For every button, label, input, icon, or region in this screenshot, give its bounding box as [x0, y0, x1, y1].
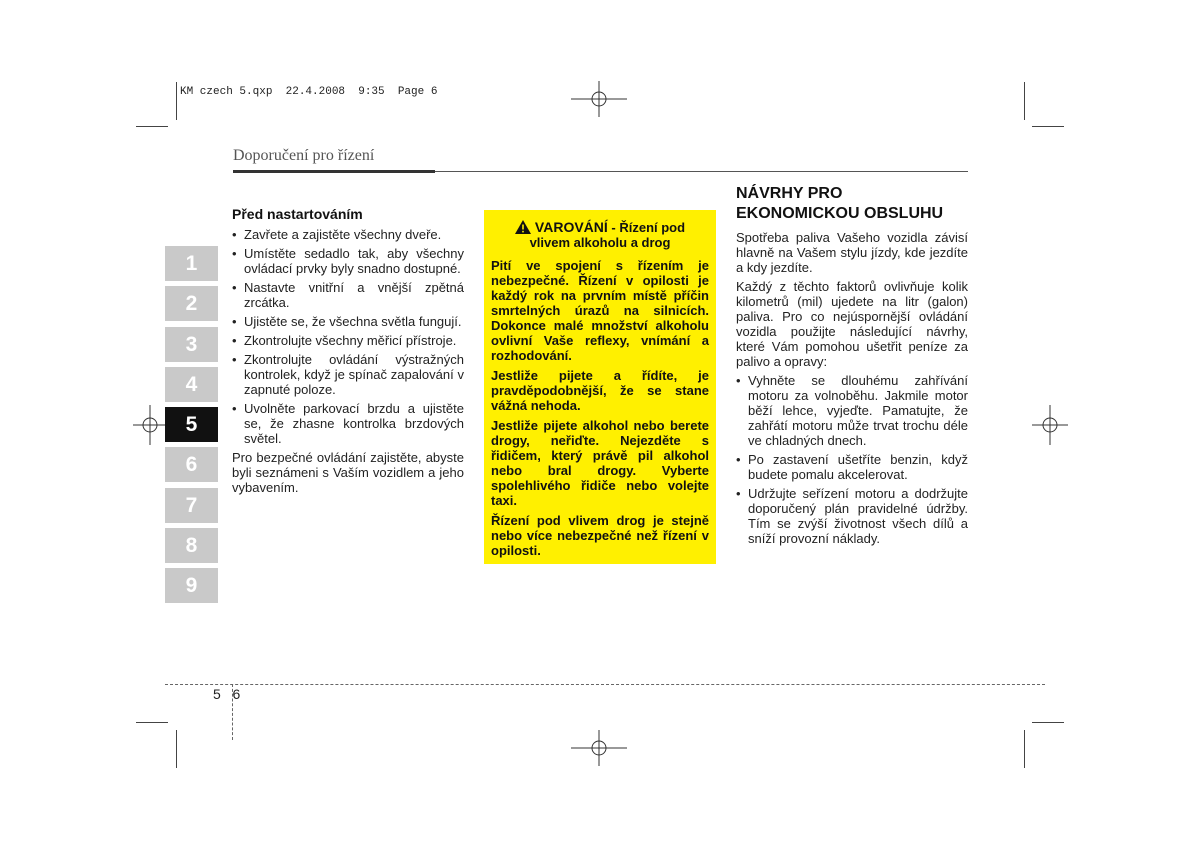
- registration-mark-icon: [571, 730, 627, 766]
- list-item: • Zavřete a zajistěte všechny dveře.: [232, 227, 464, 242]
- footer-rule: [165, 684, 1045, 685]
- checklist: [232, 227, 464, 446]
- print-slug: KM czech 5.qxp 22.4.2008 9:35 Page 6: [180, 86, 438, 98]
- chapter-tab-1[interactable]: 1: [165, 246, 218, 281]
- closing-paragraph: Pro bezpečné ovládání zajistěte, abyste byli seznámeni s Vaším vozidlem a jeho vybavením.: [232, 450, 464, 495]
- chapter-tab-7[interactable]: 7: [165, 488, 218, 523]
- section-title: Doporučení pro řízení: [233, 147, 375, 164]
- warning-paragraph: Řízení pod vlivem drog je stejně nebo více nebezpečné než řízení v opilosti.: [491, 513, 709, 558]
- warning-paragraph: Jestliže pijete a řídíte, je pravděpodobnější, že se stane vážná nehoda.: [491, 368, 709, 413]
- header-rule: [435, 171, 968, 172]
- column-heading: Před nastartováním: [232, 206, 363, 222]
- warning-paragraph: Jestliže pijete alkohol nebo berete drogy, neřiďte. Nejezděte s řidičem, který právě pil alkohol nebo bral drogy. Vyberte spolehlivého řidiče nebo volejte taxi.: [491, 418, 709, 508]
- chapter-tab-4[interactable]: 4: [165, 367, 218, 402]
- warning-paragraph: Pití ve spojení s řízením je nebezpečné. Řízení v opilosti je každý rok na prvním místě příčin smrtelných úrazů na silnicích. Dokonce malé množství alkoholu ovlivní Vaše reflexy, vnímání a rozhodování.: [491, 258, 709, 363]
- section-heading: [736, 184, 968, 224]
- list-item: • Ujistěte se, že všechna světla fungují.: [232, 314, 464, 329]
- list-item: • Umístěte sedadlo tak, aby všechny ovládací prvky byly snadno dostupné.: [232, 246, 464, 276]
- page-index: 6: [232, 686, 241, 702]
- right-column: [736, 184, 968, 550]
- registration-mark-icon: [133, 405, 169, 445]
- list-item: • Zkontrolujte všechny měřicí přístroje.: [232, 333, 464, 348]
- chapter-tab-9[interactable]: 9: [165, 568, 218, 603]
- heading-line: EKONOMICKOU OBSLUHU: [736, 205, 944, 222]
- crop-mark: [176, 730, 177, 768]
- list-item: • Zkontrolujte ovládání výstražných kontrolek, když je spínač zapalování v zapnuté poloze.: [232, 352, 464, 397]
- chapter-tab-5-active[interactable]: 5: [165, 407, 218, 442]
- list-item: • Vyhněte se dlouhému zahřívání motoru za volnoběhu. Jakmile motor běží lehce, vyjeďte. Pamatujte, že zahřátí motoru může trvat trochu déle ve chladných dnech.: [736, 373, 968, 448]
- warning-subtitle: vlivem alkoholu a drog: [529, 235, 671, 250]
- chapter-number: 5: [213, 686, 221, 702]
- header-rule: [233, 170, 435, 173]
- page-number: [213, 686, 240, 702]
- crop-mark: [136, 126, 168, 127]
- crop-mark: [1032, 126, 1064, 127]
- paragraph: Každý z těchto faktorů ovlivňuje kolik kilometrů (mil) ujedete na litr (galon) paliva. Pro co nejúspornější ovládání vozidla použijte následující návrhy, které Vám pomohou ušetřit peníze za palivo a opravy:: [736, 279, 968, 369]
- crop-mark: [1032, 722, 1064, 723]
- chapter-tab-8[interactable]: 8: [165, 528, 218, 563]
- warning-subtitle: - Řízení pod: [611, 220, 686, 235]
- chapter-tab-2[interactable]: 2: [165, 286, 218, 321]
- list-item: • Uvolněte parkovací brzdu a ujistěte se, že zhasne kontrolka brzdových světel.: [232, 401, 464, 446]
- list-item: • Nastavte vnitřní a vnější zpětná zrcátka.: [232, 280, 464, 310]
- warning-box: [484, 210, 716, 564]
- crop-mark: [176, 82, 177, 120]
- registration-mark-icon: [1032, 405, 1068, 445]
- list-item: • Udržujte seřízení motoru a dodržujte doporučený plán pravidelné údržby. Tím se zvýší životnost všech dílů a sníží provozní náklady.: [736, 486, 968, 546]
- tips-list: [736, 373, 968, 546]
- crop-mark: [1024, 730, 1025, 768]
- warning-heading: [491, 220, 709, 250]
- heading-line: NÁVRHY PRO: [736, 185, 843, 202]
- chapter-tab-6[interactable]: 6: [165, 447, 218, 482]
- paragraph: Spotřeba paliva Vašeho vozidla závisí hlavně na Vašem stylu jízdy, kde jezdíte a kdy jezdíte.: [736, 230, 968, 275]
- registration-mark-icon: [571, 81, 627, 117]
- warning-title: VAROVÁNÍ: [534, 219, 608, 235]
- crop-mark: [136, 722, 168, 723]
- list-item: • Po zastavení ušetříte benzin, když budete pomalu akcelerovat.: [736, 452, 968, 482]
- left-column: [232, 207, 464, 499]
- warning-triangle-icon: [515, 220, 531, 234]
- chapter-tab-3[interactable]: 3: [165, 327, 218, 362]
- crop-mark: [1024, 82, 1025, 120]
